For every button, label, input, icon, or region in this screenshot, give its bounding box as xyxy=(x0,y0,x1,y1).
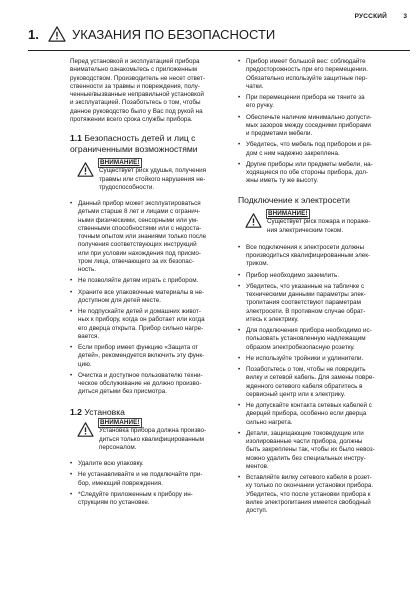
list-item: • Не используйте тройники и удлинители. xyxy=(238,355,384,363)
installation-list xyxy=(70,460,212,507)
right-column xyxy=(238,58,384,515)
warning-label: ВНИМАНИЕ! xyxy=(268,210,308,217)
child-safety-list xyxy=(70,200,212,397)
page-number: 3 xyxy=(403,13,407,20)
warning-triangle-icon xyxy=(77,162,94,177)
list-item: • Прибор имеет большой вес: соблюдайте предосторожность при его перемещении. Обязательно используйте защитные пер- чатки. xyxy=(238,58,384,91)
list-item: • Обеспечьте наличие минимально допусти- мых зазоров между соседними приборами и предметами мебели. xyxy=(238,114,384,139)
list-item: • При перемещении прибора не тяните за его ручку. xyxy=(238,94,384,111)
header-language: РУССКИЙ xyxy=(354,13,387,20)
subsection-heading-installation: 1.2 Установка xyxy=(70,406,125,417)
list-item: • Другие приборы или предметы мебели, на- ходящиеся по обе стороны прибора, дол- жны иметь ту же высоту. xyxy=(238,161,384,186)
subsection-heading-electrical: Подключение к электросети xyxy=(238,194,350,205)
list-item: • Храните все упаковочные материалы в не- доступном для детей месте. xyxy=(70,289,212,306)
section-title-text: УКАЗАНИЯ ПО БЕЗОПАСНОСТИ xyxy=(72,26,276,42)
list-item: • Не подпускайте детей и домашних живот- ных к прибору, когда он работает или когда его дверца открыта. Прибор сильно нагре- вается. xyxy=(70,308,212,341)
list-item: • Удалите всю упаковку. xyxy=(70,460,212,468)
list-item: • Данный прибор может эксплуатироваться детьми старше 8 лет и лицами с огранич- ными физическими, сенсорными или ум- ственными способностями или с недоста- точным опытом или знаниями только после получения соответствующих инструкций или при условии нахождения под присмо- тром лица, отвечающего за их безопас- ность. xyxy=(70,200,212,274)
section-title xyxy=(28,26,408,42)
list-item: • Не устанавливайте и не подключайте при- бор, имеющий повреждения. xyxy=(70,471,212,488)
warning-block-installation: ВНИМАНИЕ! Установка прибора должна произво- диться только квалифицированным персоналом. xyxy=(77,419,212,452)
list-item: • Прибор необходимо заземлить. xyxy=(238,272,384,280)
warning-triangle-icon xyxy=(48,26,66,42)
list-item: • Для подключения прибора необходимо ис- пользовать установленную надлежащим образом электробезопасную розетку. xyxy=(238,327,384,352)
list-item: • Не позволяйте детям играть с прибором. xyxy=(70,277,212,285)
warning-block-electrical: ВНИМАНИЕ! Существует риск пожара и пораже- ния электрическим током. xyxy=(245,210,384,235)
subsection-heading-child-safety: 1.1 Безопасность детей и лиц с ограниченными возможностями xyxy=(70,133,198,154)
list-item: • Вставляйте вилку сетевого кабеля в розет- ку только по окончании установки прибора. Убедитесь, что после установки прибора к вилке электропитания имеется свободный доступ. xyxy=(238,474,384,515)
left-column xyxy=(70,58,212,507)
list-item: • *Следуйте приложенным к прибору ин- струкциям по установке. xyxy=(70,491,212,508)
installation-list-continued xyxy=(238,58,384,186)
list-item: • Если прибор имеет функцию «Защита от детей», рекомендуется включить эту функ- цию. xyxy=(70,344,212,369)
section-number: 1. xyxy=(28,26,39,42)
list-item: • Все подключения к электросети должны производиться квалифицированным элек- триком. xyxy=(238,244,384,269)
list-item: • Детали, защищающие токоведущие или изолированные части прибора, должны быть закреплены так, чтобы их было невоз- можно удалить без специальных инстру- ментов. xyxy=(238,430,384,471)
warning-triangle-icon xyxy=(245,213,262,228)
list-item: • Убедитесь, что мебель под прибором и ря- дом с ним надежно закреплена. xyxy=(238,141,384,158)
warning-label: ВНИМАНИЕ! xyxy=(100,419,140,426)
warning-label: ВНИМАНИЕ! xyxy=(100,159,140,166)
warning-triangle-icon xyxy=(77,422,94,437)
warning-block-child-safety: ВНИМАНИЕ! Существует риск удушья, получения травмы или стойкого нарушения не- трудоспособности. xyxy=(77,159,212,192)
intro-paragraph: Перед установкой и эксплуатацией прибора внимательно ознакомьтесь с приложенным руководством. Производитель не несет ответ- ственности за травмы и повреждения, полу- ченные/вызванные неправильной установкой и эксплуатацией. Позаботьтесь о том, чтобы данное руководство было у Вас под рукой на протяжении всего срока службы прибора. xyxy=(70,58,206,123)
list-item: • Позаботьтесь о том, чтобы не повредить вилку и сетевой кабель. Для замены повре- жденного сетевого кабеля обратитесь в сервисный центр или к электрику. xyxy=(238,366,384,399)
list-item: • Убедитесь, что указанные на табличке с техническими данными параметры элек- тропитания соответствуют параметрам электросети. В противном случае обрат- итесь к электрику. xyxy=(238,283,384,324)
electrical-list xyxy=(238,244,384,516)
list-item: • Очистка и доступное пользователю техни- ческое обслуживание не должно произво- диться детьми без присмотра. xyxy=(70,372,212,397)
section-divider xyxy=(28,50,410,51)
list-item: • Не допускайте контакта сетевых кабелей с дверцей прибора, особенно если дверца сильно нагрета. xyxy=(238,402,384,427)
